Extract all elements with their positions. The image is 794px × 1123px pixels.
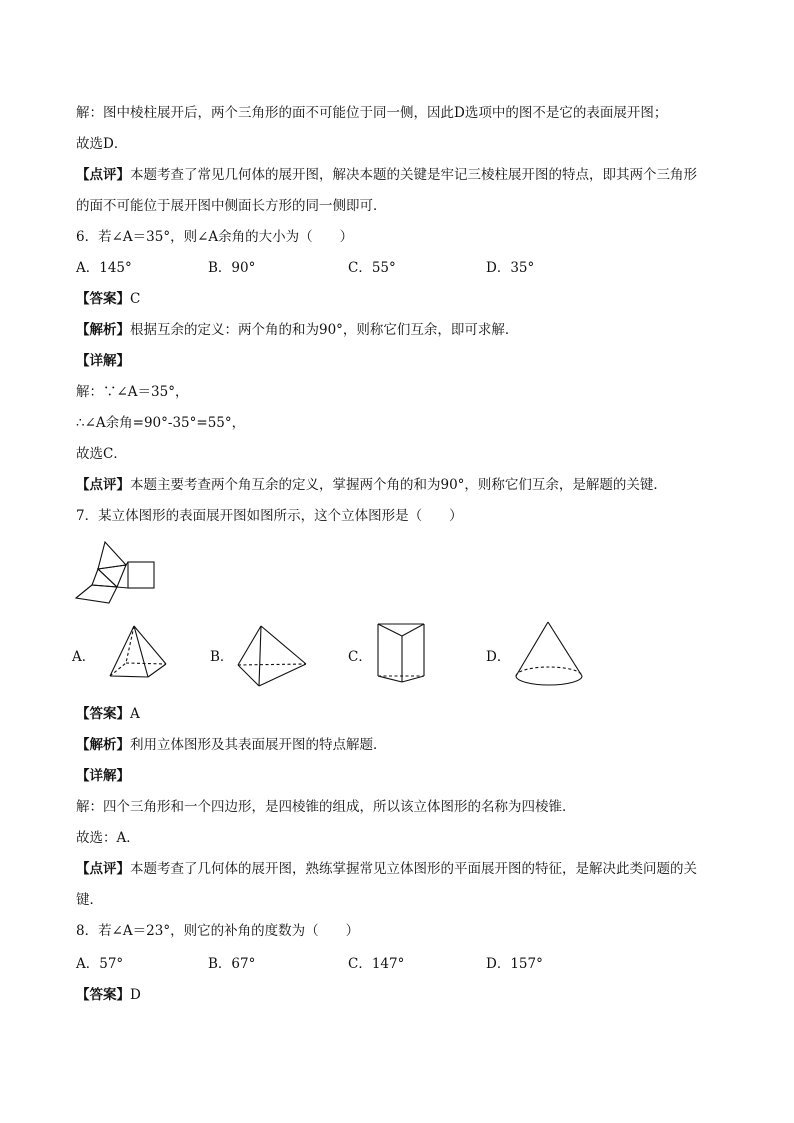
q5-comment-2: 的面不可能位于展开图中侧面长方形的同一侧即可． <box>76 198 387 214</box>
q6-option-b: B．90° <box>208 260 256 276</box>
comment-tag: 【点评】 <box>76 861 130 877</box>
answer-value: A <box>130 706 140 722</box>
comment-text: 本题考查了常见几何体的展开图，解决本题的关键是牢记三棱柱展开图的特点，即其两个三角形 <box>130 167 697 183</box>
comment-text: 本题考查了几何体的展开图，熟练掌握常见立体图形的平面展开图的特征，是解决此类问题的关 <box>130 861 697 877</box>
q6-detail-2: ∴∠A余角=90°-35°=55°， <box>76 415 246 431</box>
cone-figure <box>510 618 590 690</box>
q6-answer <box>76 289 140 309</box>
analysis-tag: 【解析】 <box>76 322 130 338</box>
q6-option-d: D．35° <box>486 260 535 276</box>
answer-tag: 【答案】 <box>76 291 130 307</box>
q7-detail-1: 解：四个三角形和一个四边形，是四棱锥的组成，所以该立体图形的名称为四棱锥． <box>76 799 576 815</box>
q7-answer <box>76 704 140 724</box>
analysis-tag: 【解析】 <box>76 737 130 753</box>
comment-tag: 【点评】 <box>76 477 130 493</box>
q5-comment-1 <box>76 165 697 185</box>
q7-comment-1 <box>76 859 697 879</box>
q6-detail-tag: 【详解】 <box>76 353 130 369</box>
q6-choose: 故选C． <box>76 446 127 462</box>
analysis-text: 根据互余的定义：两个角的和为90°，则称它们互余，即可求解． <box>130 322 519 338</box>
q5-choose: 故选D． <box>76 136 128 152</box>
comment-tag: 【点评】 <box>76 167 130 183</box>
q5-solution: 解：图中棱柱展开后，两个三角形的面不可能位于同一侧，因此D选项中的图不是它的表面展开图； <box>76 105 668 121</box>
q6-option-a: A．145° <box>76 260 132 276</box>
q6-option-c: C．55° <box>348 260 396 276</box>
answer-value: C <box>130 291 141 307</box>
q8-option-c: C．147° <box>348 956 405 972</box>
q6-detail-1: 解：∵∠A＝35°， <box>76 384 189 400</box>
q7-option-c: C． <box>348 649 372 665</box>
q7-option-a: A． <box>72 649 96 665</box>
q6-stem: 6．若∠A＝35°，则∠A余角的大小为（ ） <box>76 229 354 245</box>
q7-choose: 故选：A． <box>76 830 140 846</box>
triangular-pyramid-figure <box>232 622 312 690</box>
q7-option-b: B． <box>210 649 234 665</box>
q8-option-b: B．67° <box>208 956 256 972</box>
q8-answer <box>76 985 141 1005</box>
square-pyramid-figure <box>94 622 174 684</box>
answer-value: D <box>130 987 141 1003</box>
q8-option-a: A．57° <box>76 956 124 972</box>
q7-analysis <box>76 735 387 755</box>
pyramid-net-figure <box>70 538 165 608</box>
q6-analysis <box>76 320 518 340</box>
answer-tag: 【答案】 <box>76 706 130 722</box>
q7-option-d: D． <box>486 649 511 665</box>
comment-text: 本题主要考查两个角互余的定义，掌握两个角的和为90°，则称它们互余，是解题的关键． <box>130 477 667 493</box>
q6-comment <box>76 475 667 495</box>
answer-tag: 【答案】 <box>76 987 130 1003</box>
analysis-text: 利用立体图形及其表面展开图的特点解题． <box>130 737 387 753</box>
q7-stem: 7．某立体图形的表面展开图如图所示，这个立体图形是（ ） <box>76 508 463 524</box>
q8-option-d: D．157° <box>486 956 543 972</box>
q8-stem: 8．若∠A＝23°，则它的补角的度数为（ ） <box>76 923 360 939</box>
q7-detail-tag: 【详解】 <box>76 768 130 784</box>
q7-comment-2: 键． <box>76 892 103 908</box>
triangular-prism-figure <box>372 620 432 686</box>
